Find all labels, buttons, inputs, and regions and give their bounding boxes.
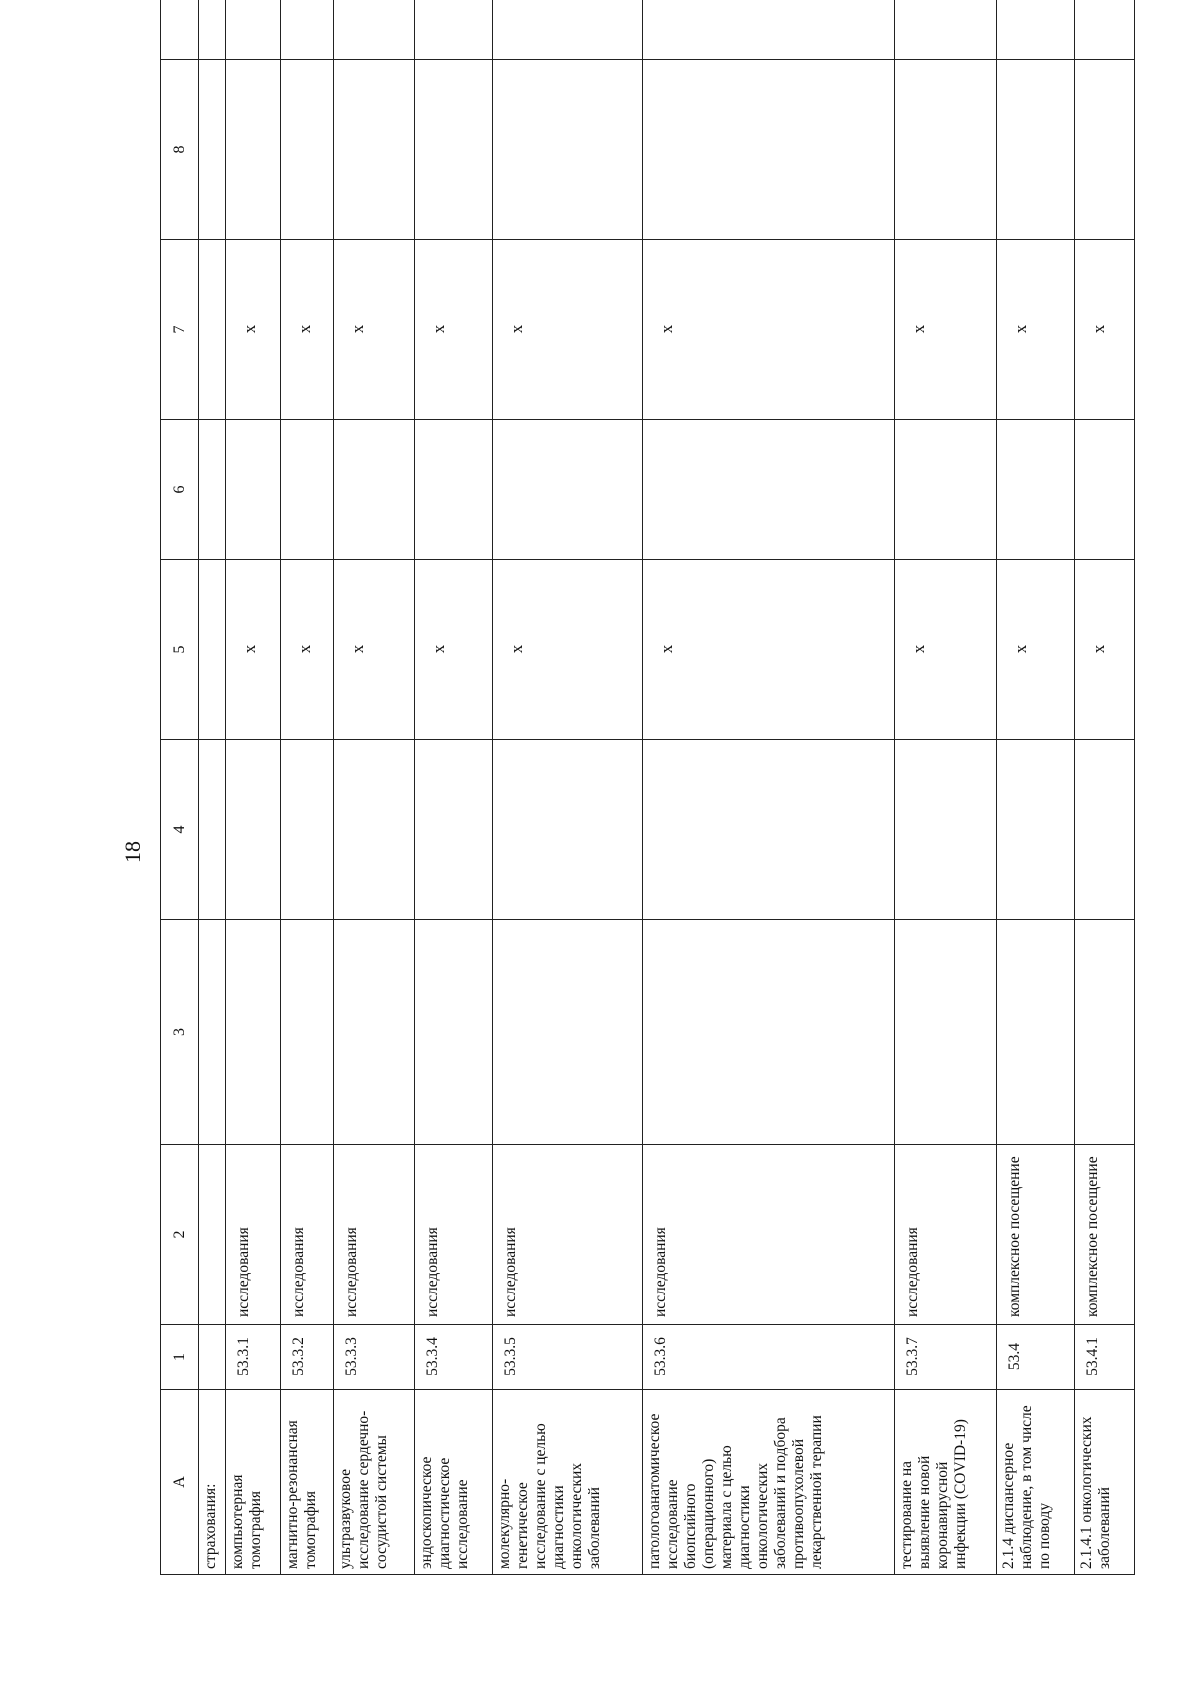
table-cell-col-2: исследования [226,1145,280,1325]
header-cell-2: 2 [161,1145,199,1325]
table-cell-col-7: х [414,240,492,420]
table-cell-col-А: компьютерная томография [226,1390,280,1575]
data-table [160,0,1135,1575]
table-cell-col-6 [894,420,997,560]
table-cell-col-8 [414,60,492,240]
table-cell-col-3 [414,920,492,1145]
table-cell-col-3 [280,920,333,1145]
table-cell-col-А: эндоскопическое диагностическое исследование [414,1390,492,1575]
table-cell-col-9 [226,0,280,60]
table-row [280,0,333,1575]
table-cell-col-А: тестирование на выявление новой коронавирусной инфекции (COVID-19) [894,1390,997,1575]
table-cell-col-5: х [894,560,997,740]
table-cell-col-6 [280,420,333,560]
header-cell-9 [161,0,199,60]
table-cell-col-4 [414,740,492,920]
table-cell-col-4 [1075,740,1135,920]
table-cell-col-5: х [642,560,894,740]
table-cell-col-3 [997,920,1075,1145]
table-cell-col-2: комплексное посещение [997,1145,1075,1325]
table-cell-col-6 [642,420,894,560]
header-cell-4: 4 [161,740,199,920]
table-cell-col-5 [199,560,226,740]
table-cell-col-7: х [642,240,894,420]
table-cell-col-1: 53.3.4 [414,1325,492,1390]
table-cell-col-3 [642,920,894,1145]
table-cell-col-9 [894,0,997,60]
table-cell-col-2 [199,1145,226,1325]
table-cell-col-7: х [280,240,333,420]
table-cell-col-1 [199,1325,226,1390]
table-cell-col-5: х [1075,560,1135,740]
table-cell-col-5: х [414,560,492,740]
table-cell-col-6 [226,420,280,560]
table-cell-col-А: ультразвуковое исследование сердечно-сосудистой системы [333,1390,414,1575]
header-cell-3: 3 [161,920,199,1145]
table-cell-col-2: исследования [414,1145,492,1325]
table-cell-col-1: 53.3.7 [894,1325,997,1390]
table-cell-col-3 [492,920,642,1145]
table-row [894,0,997,1575]
table-cell-col-9 [333,0,414,60]
table-row [1075,0,1135,1575]
table-cell-col-1: 53.4 [997,1325,1075,1390]
table-row [226,0,280,1575]
page-number: 18 [120,841,145,863]
table-cell-col-9 [199,0,226,60]
table-row [642,0,894,1575]
header-row [161,0,199,1575]
table-cell-col-6 [1075,420,1135,560]
table-cell-col-1: 53.3.3 [333,1325,414,1390]
table-row [199,0,226,1575]
header-cell-8: 8 [161,60,199,240]
header-cell-1: 1 [161,1325,199,1390]
table-cell-col-8 [492,60,642,240]
table-cell-col-А: страхования: [199,1390,226,1575]
table-cell-col-3 [333,920,414,1145]
table-cell-col-9 [492,0,642,60]
table-cell-col-4 [226,740,280,920]
table-cell-col-1: 53.4.1 [1075,1325,1135,1390]
table-cell-col-8 [997,60,1075,240]
table-cell-col-А: патологоанатомическое исследование биопсийного (операционного) материала с целью диагностики онкологических заболеваний и подбора противоопухолевой лекарственной терапии [642,1390,894,1575]
table-cell-col-5: х [280,560,333,740]
table-cell-col-7: х [997,240,1075,420]
table-cell-col-7: х [492,240,642,420]
table-cell-col-6 [414,420,492,560]
table-cell-col-8 [226,60,280,240]
table-cell-col-1: 53.3.1 [226,1325,280,1390]
header-cell-7: 7 [161,240,199,420]
table-cell-col-5: х [226,560,280,740]
table-row [333,0,414,1575]
table-cell-col-4 [333,740,414,920]
header-cell-a: А [161,1390,199,1575]
table-cell-col-7: х [333,240,414,420]
table-cell-col-7 [199,240,226,420]
table-cell-col-2: исследования [642,1145,894,1325]
table-cell-col-А: 2.1.4 диспансерное наблюдение, в том числе по поводу [997,1390,1075,1575]
table-cell-col-6 [333,420,414,560]
header-cell-5: 5 [161,560,199,740]
table-cell-col-6 [492,420,642,560]
rotated-table-container [160,85,1135,1575]
table-row [997,0,1075,1575]
table-cell-col-3 [226,920,280,1145]
table-cell-col-3 [1075,920,1135,1145]
table-cell-col-2: исследования [894,1145,997,1325]
table-cell-col-8 [894,60,997,240]
table-cell-col-А: 2.1.4.1 онкологических заболеваний [1075,1390,1135,1575]
table-cell-col-5: х [997,560,1075,740]
table-cell-col-8 [333,60,414,240]
table-cell-col-7: х [1075,240,1135,420]
table-cell-col-2: исследования [492,1145,642,1325]
table-cell-col-9 [997,0,1075,60]
table-cell-col-4 [199,740,226,920]
table-cell-col-3 [894,920,997,1145]
table-cell-col-2: исследования [333,1145,414,1325]
header-cell-6: 6 [161,420,199,560]
table-cell-col-2: исследования [280,1145,333,1325]
table-row [492,0,642,1575]
table-cell-col-7: х [226,240,280,420]
table-cell-col-А: магнитно-резонансная томография [280,1390,333,1575]
table-cell-col-9 [1075,0,1135,60]
table-cell-col-1: 53.3.5 [492,1325,642,1390]
table-cell-col-8 [642,60,894,240]
table-cell-col-8 [199,60,226,240]
table-cell-col-3 [199,920,226,1145]
table-cell-col-5: х [492,560,642,740]
table-cell-col-4 [642,740,894,920]
table-cell-col-1: 53.3.6 [642,1325,894,1390]
table-row [414,0,492,1575]
table-cell-col-6 [997,420,1075,560]
table-cell-col-9 [642,0,894,60]
table-cell-col-4 [492,740,642,920]
table-cell-col-6 [199,420,226,560]
table-cell-col-4 [280,740,333,920]
table-cell-col-5: х [333,560,414,740]
table-cell-col-2: комплексное посещение [1075,1145,1135,1325]
table-cell-col-А: молекулярно-генетическое исследование с целью диагностики онкологических заболеваний [492,1390,642,1575]
table-cell-col-1: 53.3.2 [280,1325,333,1390]
table-cell-col-9 [414,0,492,60]
table-cell-col-7: х [894,240,997,420]
table-cell-col-8 [280,60,333,240]
table-cell-col-4 [997,740,1075,920]
table-cell-col-8 [1075,60,1135,240]
table-cell-col-9 [280,0,333,60]
table-cell-col-4 [894,740,997,920]
